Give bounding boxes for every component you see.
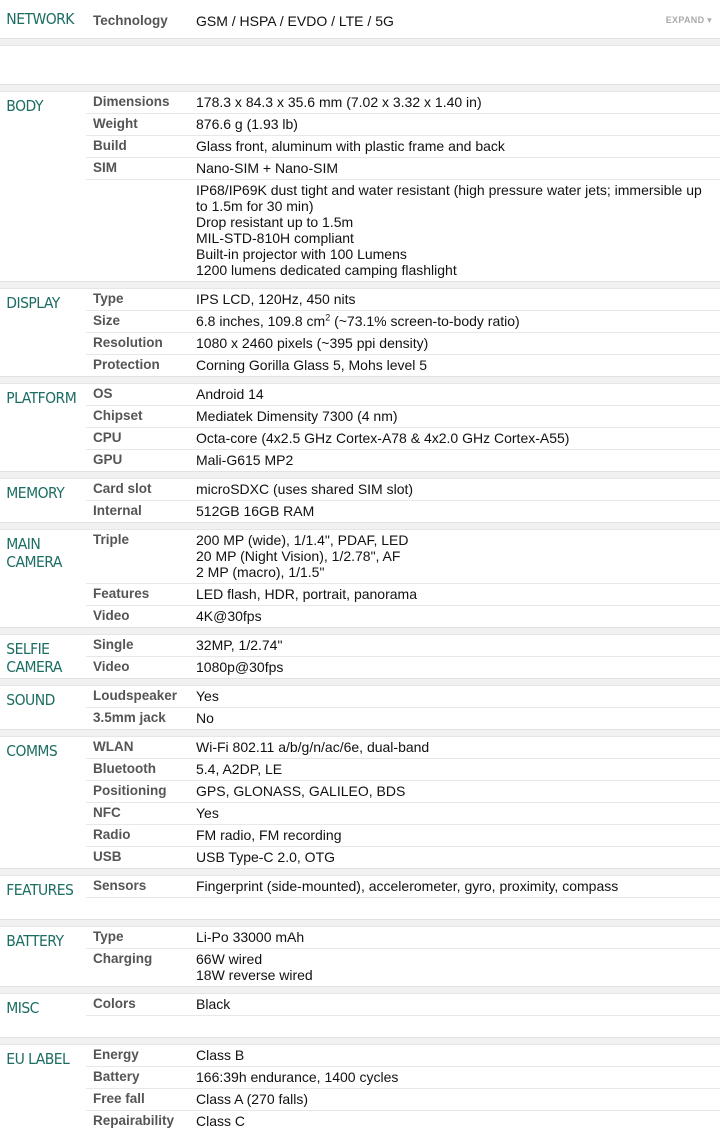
spec-value-nfc: Yes: [196, 805, 219, 821]
spec-label-battery-type: Type: [93, 929, 124, 944]
camera-line: 200 MP (wide), 1/1.4", PDAF, LED: [196, 532, 409, 548]
spec-row-camera-video: [86, 605, 720, 627]
spec-label-eu-battery: Battery: [93, 1069, 140, 1084]
spec-value-eu-battery: 166:39h endurance, 1400 cycles: [196, 1069, 399, 1085]
section-title-selfie-camera: [0, 635, 77, 678]
spec-label-selfie-single: Single: [93, 637, 134, 652]
section-separator: [0, 376, 720, 383]
spec-row-selfie-single: [86, 635, 720, 656]
body-extra-line: Built-in projector with 100 Lumens: [196, 246, 407, 262]
display-size-ratio: (~73.1% screen-to-body ratio): [330, 313, 520, 329]
section-separator: [0, 678, 720, 685]
spec-label-colors: Colors: [93, 996, 136, 1011]
section-main-camera: [0, 529, 720, 627]
spec-label-repairability: Repairability: [93, 1113, 175, 1128]
spec-label-free-fall: Free fall: [93, 1091, 145, 1106]
spec-row-energy: [86, 1045, 720, 1066]
section-misc: [0, 993, 720, 1037]
spec-row-cpu: [86, 427, 720, 449]
spec-value-sensors: Fingerprint (side-mounted), accelerometer, gyro, proximity, compass: [196, 878, 619, 894]
spec-row-chipset: [86, 405, 720, 427]
spec-label-chipset: Chipset: [93, 408, 143, 423]
section-network: [0, 0, 720, 38]
section-separator: [0, 729, 720, 736]
section-title-eu-label: EU LABEL: [6, 1050, 70, 1068]
spec-value-weight: 876.6 g (1.93 lb): [196, 116, 298, 132]
spec-label-internal: Internal: [93, 503, 142, 518]
spec-value-battery-type: Li-Po 33000 mAh: [196, 929, 305, 945]
spec-row-internal: [86, 500, 720, 522]
spec-label-display-type: Type: [93, 291, 124, 306]
section-separator: [0, 919, 720, 926]
spec-label-card-slot: Card slot: [93, 481, 152, 496]
spec-row-loudspeaker: [86, 686, 720, 707]
spec-value-empty: [196, 1016, 720, 1037]
section-separator: [0, 84, 720, 91]
spec-value-internal: 512GB 16GB RAM: [196, 503, 315, 519]
body-extra-line: MIL-STD-810H compliant: [196, 230, 354, 246]
spec-label-sim: SIM: [93, 160, 118, 175]
spec-value-resolution: 1080 x 2460 pixels (~395 ppi density): [196, 335, 429, 351]
spec-row-repairability: [86, 1110, 720, 1132]
spec-value-build: Glass front, aluminum with plastic frame and back: [196, 138, 505, 154]
section-selfie-camera: [0, 634, 720, 678]
spec-row-positioning: [86, 780, 720, 802]
spec-label-empty: [86, 180, 196, 281]
spec-label-cpu: CPU: [93, 430, 122, 445]
section-display: [0, 288, 720, 376]
section-title-display: DISPLAY: [6, 294, 60, 312]
section-title-platform: PLATFORM: [6, 389, 77, 407]
spec-label-bluetooth: Bluetooth: [93, 761, 156, 776]
spec-label-gpu: GPU: [93, 452, 123, 467]
spec-label-build: Build: [93, 138, 127, 153]
body-extra-line: IP68/IP69K dust tight and water resistant (high pressure water jets; immersible up to 1.5m for 30 min): [196, 182, 702, 214]
spec-row-charging: [86, 948, 720, 986]
section-separator: [0, 986, 720, 993]
spec-value-cpu: Octa-core (4x2.5 GHz Cortex-A78 & 4x2.0 GHz Cortex-A55): [196, 430, 570, 446]
section-body: [0, 91, 720, 281]
spec-value-free-fall: Class A (270 falls): [196, 1091, 309, 1107]
spec-value-protection: Corning Gorilla Glass 5, Mohs level 5: [196, 357, 428, 373]
spec-label-selfie-video: Video: [93, 659, 130, 674]
spec-row-body-extra: [86, 179, 720, 281]
spec-label-dimensions: Dimensions: [93, 94, 170, 109]
spec-value-dimensions: 178.3 x 84.3 x 35.6 mm (7.02 x 3.32 x 1.40 in): [196, 94, 482, 110]
spec-value-radio: FM radio, FM recording: [196, 827, 342, 843]
spec-row-build: [86, 135, 720, 157]
spec-value-chipset: Mediatek Dimensity 7300 (4 nm): [196, 408, 398, 424]
spec-row-nfc: [86, 802, 720, 824]
spec-row-jack: [86, 707, 720, 729]
spec-row-gpu: [86, 449, 720, 471]
section-title-features: FEATURES: [6, 881, 74, 899]
spec-row-camera-features: [86, 583, 720, 605]
spec-row-os: [86, 384, 720, 405]
section-sound: [0, 685, 720, 729]
spec-value-charging: [196, 949, 720, 986]
spec-row-sensors: [86, 876, 720, 897]
spec-row-empty: [86, 897, 720, 919]
spec-row-wlan: [86, 737, 720, 758]
charging-line: 18W reverse wired: [196, 967, 313, 983]
spec-label-wlan: WLAN: [93, 739, 134, 754]
spec-row-resolution: [86, 332, 720, 354]
spec-label-radio: Radio: [93, 827, 131, 842]
spec-label-technology: Technology: [93, 13, 168, 28]
spec-label-os: OS: [93, 386, 113, 401]
spec-row-card-slot: [86, 479, 720, 500]
spec-value-card-slot: microSDXC (uses shared SIM slot): [196, 481, 414, 497]
section-platform: [0, 383, 720, 471]
body-extra-line: Drop resistant up to 1.5m: [196, 214, 354, 230]
section-title-network: NETWORK: [6, 10, 74, 28]
spec-row-bluetooth: [86, 758, 720, 780]
section-title-misc: MISC: [6, 999, 39, 1017]
spec-value-camera-features: LED flash, HDR, portrait, panorama: [196, 586, 417, 602]
spec-value-gpu: Mali-G615 MP2: [196, 452, 294, 468]
spec-value-technology: GSM / HSPA / EVDO / LTE / 5G: [196, 13, 394, 29]
spec-row-protection: [86, 354, 720, 376]
spec-label-camera-features: Features: [93, 586, 150, 601]
section-separator: [0, 868, 720, 875]
spec-row-triple: [86, 530, 720, 583]
spec-row-free-fall: [86, 1088, 720, 1110]
spec-value-empty: [196, 898, 720, 919]
spec-value-camera-video: 4K@30fps: [196, 608, 262, 624]
spec-label-resolution: Resolution: [93, 335, 163, 350]
spec-label-empty: [86, 1016, 196, 1037]
spec-row-selfie-video: [86, 656, 720, 678]
spec-label-empty: [86, 898, 196, 919]
spec-row-eu-battery: [86, 1066, 720, 1088]
section-title-body: BODY: [6, 97, 43, 115]
spec-value-usb: USB Type-C 2.0, OTG: [196, 849, 336, 865]
section-separator: [0, 471, 720, 478]
section-battery: [0, 926, 720, 986]
section-separator: [0, 627, 720, 634]
spec-label-loudspeaker: Loudspeaker: [93, 688, 178, 703]
spec-value-selfie-video: 1080p@30fps: [196, 659, 284, 675]
spec-value-os: Android 14: [196, 386, 264, 402]
body-extra-line: 1200 lumens dedicated camping flashlight: [196, 262, 457, 278]
section-title-memory: MEMORY: [6, 484, 65, 502]
spec-label-positioning: Positioning: [93, 783, 167, 798]
camera-line: 20 MP (Night Vision), 1/2.78", AF: [196, 548, 401, 564]
spec-label-nfc: NFC: [93, 805, 121, 820]
display-size-sup: 2: [325, 312, 331, 323]
spec-label-display-size: Size: [93, 313, 121, 328]
expand-link[interactable]: EXPAND ▾: [665, 15, 712, 25]
spec-label-protection: Protection: [93, 357, 160, 372]
section-separator: [0, 1037, 720, 1044]
section-title-line: MAIN: [6, 535, 41, 553]
spec-row-colors: [86, 994, 720, 1015]
spec-row-display-size: [86, 310, 720, 332]
section-separator: [0, 281, 720, 288]
section-features: [0, 875, 720, 919]
section-title-line: CAMERA: [6, 658, 62, 676]
spec-row-usb: [86, 846, 720, 868]
spec-value-sim: Nano-SIM + Nano-SIM: [196, 160, 338, 176]
section-eu-label: [0, 1044, 720, 1132]
spec-row-sim: [86, 157, 720, 179]
section-title-line: SELFIE: [6, 640, 50, 658]
section-separator: [0, 38, 720, 45]
spec-row-technology: [86, 0, 720, 32]
spec-label-usb: USB: [93, 849, 122, 864]
spec-label-energy: Energy: [93, 1047, 139, 1062]
ad-space: [0, 45, 720, 84]
section-title-sound: SOUND: [6, 691, 55, 709]
camera-line: 2 MP (macro), 1/1.5": [196, 564, 325, 580]
spec-value-loudspeaker: Yes: [196, 688, 219, 704]
spec-value-repairability: Class C: [196, 1113, 246, 1129]
spec-row-radio: [86, 824, 720, 846]
spec-value-energy: Class B: [196, 1047, 245, 1063]
display-size-main: 6.8 inches, 109.8 cm: [196, 313, 326, 329]
section-title-battery: BATTERY: [6, 932, 64, 950]
section-title-line: CAMERA: [6, 553, 62, 571]
charging-line: 66W wired: [196, 951, 263, 967]
spec-label-jack: 3.5mm jack: [93, 710, 166, 725]
spec-label-triple: Triple: [93, 532, 130, 547]
spec-value-wlan: Wi-Fi 802.11 a/b/g/n/ac/6e, dual-band: [196, 739, 430, 755]
spec-label-weight: Weight: [93, 116, 138, 131]
spec-value-jack: No: [196, 710, 214, 726]
section-title-comms: COMMS: [6, 742, 58, 760]
spec-value-selfie-single: 32MP, 1/2.74": [196, 637, 283, 653]
spec-value-positioning: GPS, GLONASS, GALILEO, BDS: [196, 783, 406, 799]
spec-value-body-extra: [196, 180, 720, 281]
section-title-main-camera: [0, 530, 77, 627]
spec-value-display-size: [196, 311, 720, 332]
spec-value-triple: [196, 530, 720, 583]
spec-value-colors: Black: [196, 996, 231, 1012]
spec-row-weight: [86, 113, 720, 135]
spec-value-display-type: IPS LCD, 120Hz, 450 nits: [196, 291, 356, 307]
spec-row-display-type: [86, 289, 720, 310]
section-comms: [0, 736, 720, 868]
spec-label-camera-video: Video: [93, 608, 130, 623]
spec-value-bluetooth: 5.4, A2DP, LE: [196, 761, 283, 777]
section-separator: [0, 522, 720, 529]
spec-label-charging: Charging: [93, 951, 153, 966]
spec-label-sensors: Sensors: [93, 878, 147, 893]
spec-row-dimensions: [86, 92, 720, 113]
section-memory: [0, 478, 720, 522]
spec-row-empty: [86, 1015, 720, 1037]
spec-row-battery-type: [86, 927, 720, 948]
